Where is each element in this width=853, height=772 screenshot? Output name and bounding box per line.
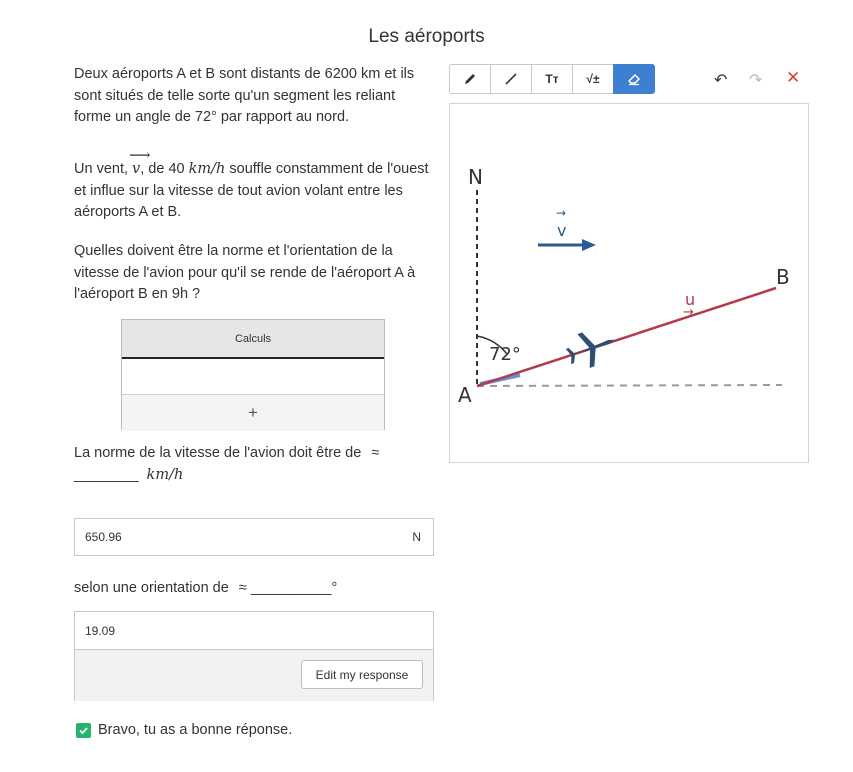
text-tool-button[interactable]: Tт [531, 64, 573, 94]
calculations-table [121, 319, 385, 430]
path-vector-label: u [685, 290, 696, 309]
orientation-answer-value[interactable]: 19.09 [75, 612, 433, 650]
part1-prompt: La norme de la vitesse de l'avion doit être de ≈ ________ km/h [74, 445, 380, 483]
eraser-tool-button[interactable] [613, 64, 655, 94]
airport-diagram [450, 104, 808, 462]
angle-label: 72° [489, 344, 521, 365]
math-tool-button[interactable]: √± [572, 64, 614, 94]
pencil-icon [463, 72, 477, 86]
diagram-canvas[interactable] [449, 103, 809, 463]
feedback-message: Bravo, tu as a bonne réponse. [76, 722, 292, 738]
part2-prompt: selon une orientation de ≈ __________° [74, 580, 338, 596]
airplane-icon [562, 323, 620, 374]
line-tool-button[interactable] [490, 64, 532, 94]
question-paragraph-3: Quelles doivent être la norme et l'orientation de la vitesse de l'avion pour qu'il se rende de l'aéroport A à l'aéroport B en 9h ? [74, 243, 416, 302]
close-icon[interactable]: ✕ [786, 68, 801, 87]
edit-response-button[interactable]: Edit my response [301, 660, 423, 689]
path-line [477, 288, 776, 386]
check-icon [76, 723, 91, 738]
wind-arrow-head [582, 239, 596, 251]
norm-answer-unit: N [412, 530, 421, 544]
airport-b-label: B [776, 265, 790, 289]
question-paragraph-1: Deux aéroports A et B sont distants de 6200 km et ils sont situés de telle sorte qu'un segment les reliant forme un angle de 72° par rapport au nord. [74, 66, 415, 125]
redo-icon[interactable]: ↷ [749, 72, 763, 89]
calculations-row[interactable] [122, 359, 384, 395]
pencil-tool-button[interactable] [449, 64, 491, 94]
north-label: N [468, 165, 483, 189]
airport-a-label: A [458, 383, 472, 407]
drawing-toolbar [449, 64, 654, 94]
east-line [477, 385, 782, 386]
wind-vector-arrow: → [556, 206, 567, 220]
eraser-icon [626, 72, 642, 86]
calculations-header: Calculs [122, 320, 384, 359]
norm-answer-value: 650.96 [85, 530, 122, 544]
wind-vector-symbol: ⟶ v [129, 146, 151, 177]
question-paragraph-2: Un vent, ⟶ v, de 40 km/h souffle constamment de l'ouest et influe sur la vitesse de tout avion volant entre les aéroports A et B. [74, 146, 429, 220]
line-icon [504, 72, 518, 86]
page-title: Les aéroports [368, 26, 485, 47]
path-vector-arrow: → [683, 305, 694, 320]
wind-vector-label: v [557, 221, 567, 240]
orientation-answer-field [74, 611, 434, 701]
add-row-button[interactable]: + [122, 395, 384, 431]
undo-icon[interactable]: ↶ [714, 72, 728, 89]
norm-answer-field[interactable] [74, 518, 434, 556]
